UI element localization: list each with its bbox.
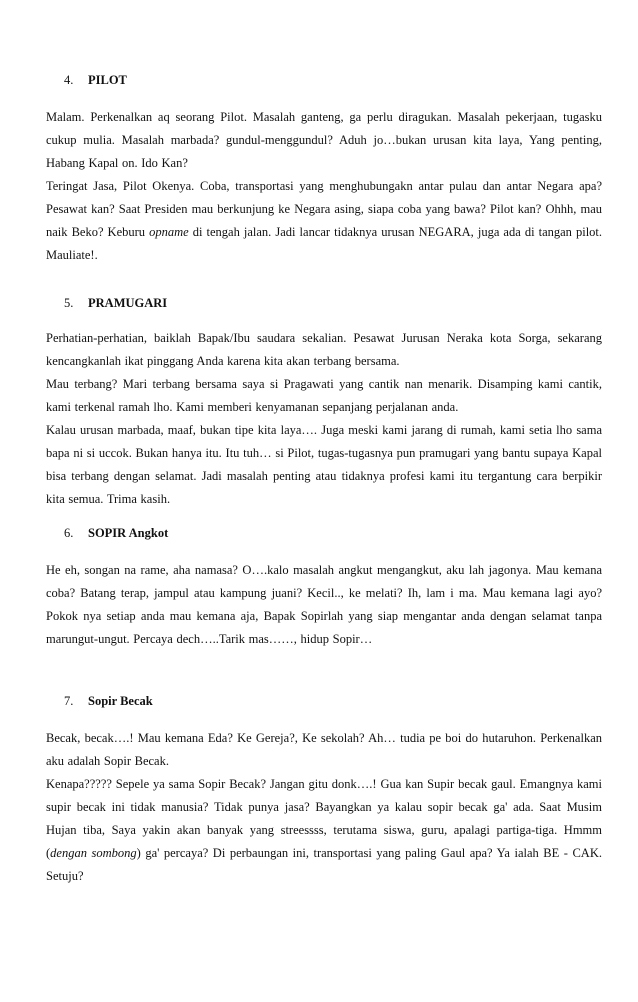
paragraph xyxy=(46,175,602,267)
document-page xyxy=(46,70,602,888)
paragraph: He eh, songan na rame, aha namasa? O….kalo masalah angkut mengangkut, aku lah jagonya. Mau kemana coba? Batang terap, jampul atau kampung juani? Kecil.., ke melati? Ih, lam i ma. Mau kemana lagi ayo? Pokok nya setiap anda mau kemana aja, Bapak Sopirlah yang siap mengantar anda dengan selamat tanpa marungut-ungut. Percaya dech…..Tarik mas……, hidup Sopir… xyxy=(46,563,602,646)
section-title: PILOT xyxy=(88,73,127,87)
section-number: 5. xyxy=(64,296,74,310)
section-heading-sopir-becak xyxy=(64,691,602,711)
section-heading-pramugari xyxy=(64,293,602,313)
text-run: Kenapa????? Sepele ya sama Sopir Becak? Jangan gitu donk….! Gua kan Supir becak gaul. Emangnya kami supir becak ini tidak manusia? Tidak punya jasa? Bayangkan ya kalau sopir becak ga' ada. Saat Musim Hujan tiba, Saya yakin akan banyak yang streessss, terutama siswa, guru, apalagi partiga-tiga. Hmmm ( xyxy=(46,777,602,860)
italic-text: dengan sombong xyxy=(50,846,137,860)
section-number: 7. xyxy=(64,694,74,708)
paragraph: Kalau urusan marbada, maaf, bukan tipe kita laya…. Juga meski kami jarang di rumah, kami setia lho sama bapa ni si uccok. Bukan hanya itu. Itu tuh… si Pilot, tugas-tugasnya pun pramugari yang bantu supaya Kapal bisa terbang dengan selamat. Jadi masalah penting atau tidaknya profesi kami itu tergantung cara berpikir kita semua. Trima kasih. xyxy=(46,423,602,506)
section-title: PRAMUGARI xyxy=(88,296,168,310)
text-run: ) ga' percaya? Di perbaungan ini, transportasi yang paling Gaul apa? Ya ialah BE - CAK. Setuju? xyxy=(46,846,602,883)
section-title: SOPIR Angkot xyxy=(88,526,169,540)
section-title: Sopir Becak xyxy=(88,694,153,708)
section-number: 6. xyxy=(64,526,74,540)
paragraph: Becak, becak….! Mau kemana Eda? Ke Gereja?, Ke sekolah? Ah… tudia pe boi do hutaruhon. Perkenalkan aku adalah Sopir Becak. xyxy=(46,731,602,768)
section-heading-sopir-angkot xyxy=(64,523,602,543)
italic-text: opname xyxy=(149,225,189,239)
section-number: 4. xyxy=(64,73,74,87)
paragraph: Mau terbang? Mari terbang bersama saya si Pragawati yang cantik nan menarik. Disamping kami cantik, kami terkenal ramah lho. Kami memberi kenyamanan sepanjang perjalanan anda. xyxy=(46,377,602,414)
paragraph xyxy=(46,773,602,888)
text-run: Teringat Jasa, Pilot Okenya. Coba, transportasi yang menghubungakn antar pulau dan antar Negara apa? Pesawat kan? Saat Presiden mau berkunjung ke Negara asing, siapa coba yang bawa? Pilot kan? Ohhh, mau naik Beko? Keburu xyxy=(46,179,602,239)
paragraph: Malam. Perkenalkan aq seorang Pilot. Masalah ganteng, ga perlu diragukan. Masalah pekerjaan, tugasku cukup mulia. Masalah marbada? gundul-menggundul? Aduh jo…bukan urusan kita laya, Yang penting, Habang Kapal on. Ido Kan? xyxy=(46,110,602,170)
text-run: di tengah jalan. Jadi lancar tidaknya urusan NEGARA, juga ada di tangan pilot. Mauliate!. xyxy=(46,225,603,262)
paragraph: Perhatian-perhatian, baiklah Bapak/Ibu saudara sekalian. Pesawat Jurusan Neraka kota Sorga, sekarang kencangkanlah ikat pinggang Anda karena kita akan terbang bersama. xyxy=(46,331,602,368)
section-heading-pilot xyxy=(64,70,602,90)
